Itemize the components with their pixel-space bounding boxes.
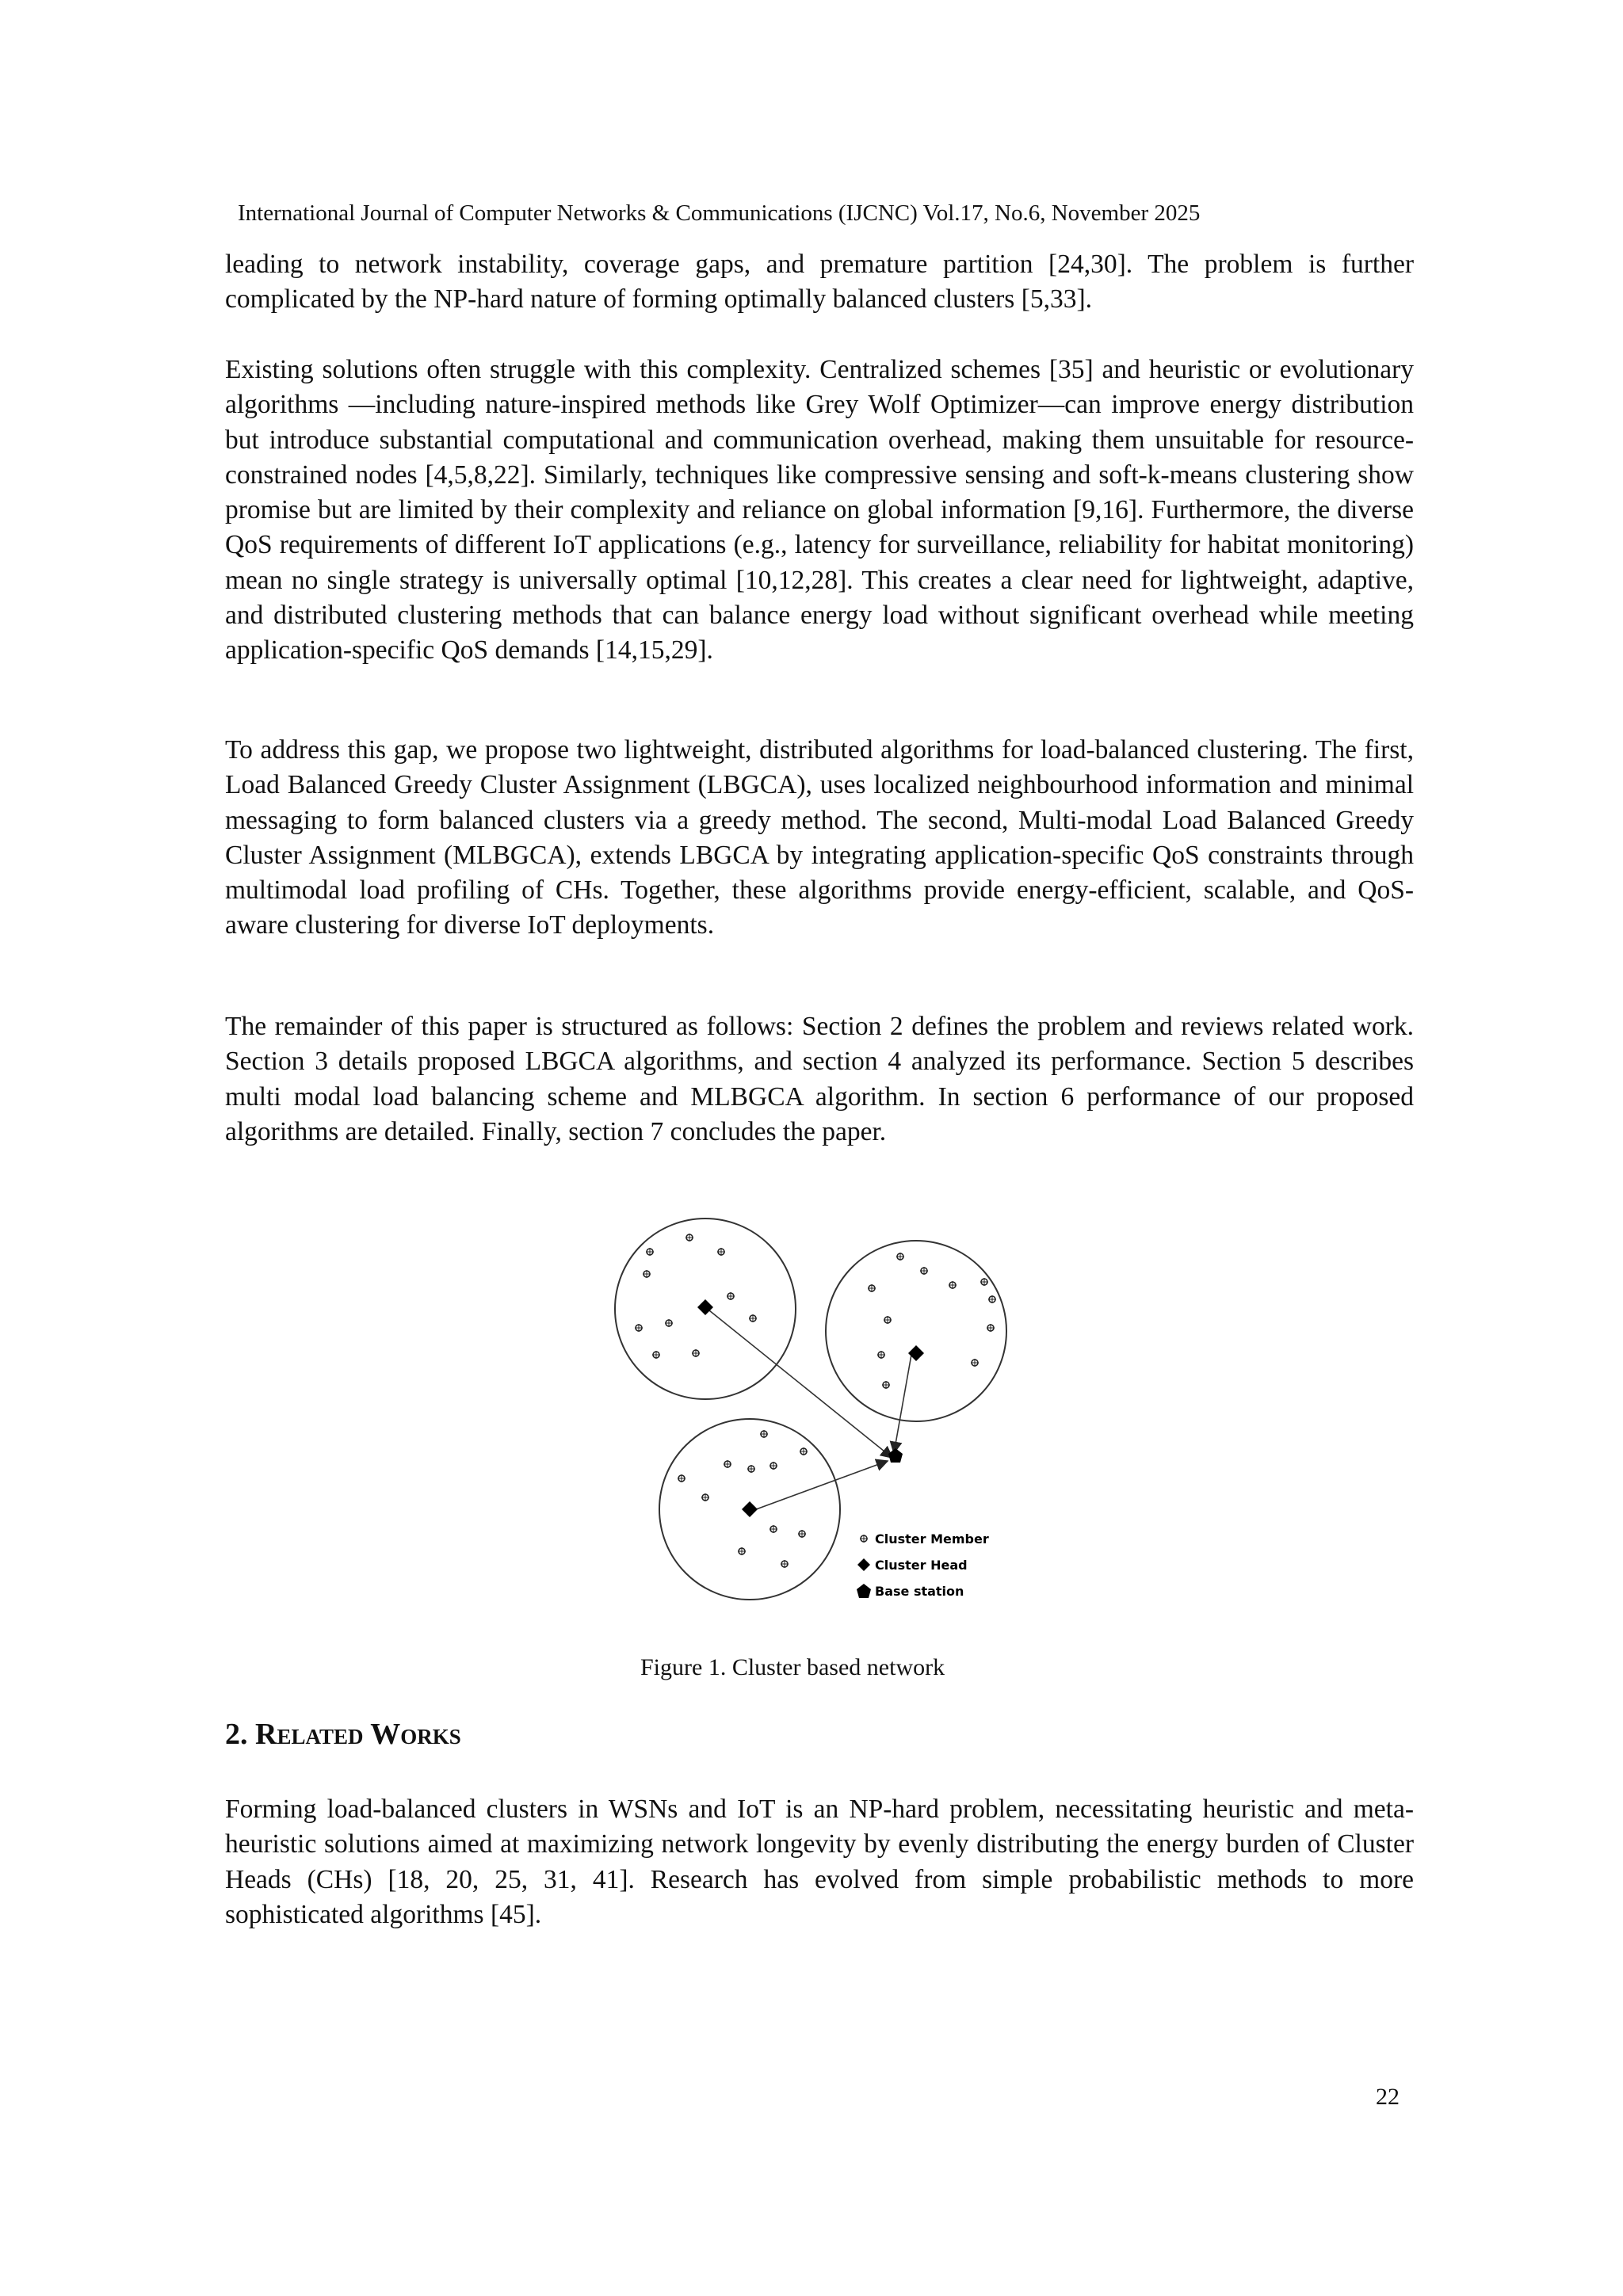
running-header: International Journal of Computer Networks & Communications (IJCNC) Vol.17, No.6, November 2025 [238, 200, 1201, 226]
link-ch1-bs [705, 1307, 892, 1458]
legend-base-label: Base station [875, 1584, 964, 1599]
cluster-1-members [635, 1234, 757, 1359]
paragraph-1: leading to network instability, coverage gaps, and premature partition [24,30]. The problem is further complicated by the NP-hard nature of forming optimally balanced clusters [5,33]. [225, 250, 1414, 315]
figure-legend [857, 1531, 989, 1599]
legend-member-label: Cluster Member [875, 1531, 989, 1547]
link-ch2-bs [894, 1355, 911, 1453]
cluster-network-diagram [602, 1212, 1030, 1624]
base-station [888, 1448, 903, 1463]
cluster-network-figure [602, 1212, 1030, 1624]
section-heading: 2. Related Works [225, 1718, 461, 1751]
figure-caption: Figure 1. Cluster based network [640, 1654, 945, 1680]
cluster-2-members [868, 1253, 996, 1389]
link-ch3-bs [750, 1461, 888, 1512]
page-number: 22 [1376, 2084, 1400, 2110]
paragraph-2: Existing solutions often struggle with this complexity. Centralized schemes [35] and heuristic or evolutionary algorithms —including nature-inspired methods like Grey Wolf Optimizer—can improve energy distribution but introduce substantial computational and communication overhead, making them unsuitable for resource-constrained nodes [4,5,8,22]. Similarly, techniques like compressive sensing and soft-k-means clustering show promise but are limited by their complexity and reliance on global information [9,16]. Furthermore, the diverse QoS requirements of different IoT applications (e.g., latency for surveillance, reliability for habitat monitoring) mean no single strategy is universally optimal [10,12,28]. This creates a clear need for lightweight, adaptive, and distributed clustering methods that can balance energy load without significant overhead while meeting application-specific QoS demands [14,15,29]. [225, 355, 1414, 666]
cluster-head-3 [742, 1501, 758, 1517]
cluster-2-boundary [826, 1241, 1006, 1421]
paragraph-3: To address this gap, we propose two lightweight, distributed algorithms for load-balanced clustering. The first, Load Balanced Greedy Cluster Assignment (LBGCA), uses localized neighbourhood information and minimal messaging to form balanced clusters via a greedy method. The second, Multi-modal Load Balanced Greedy Cluster Assignment (MLBGCA), extends LBGCA by integrating application-specific QoS constraints through multimodal load profiling of CHs. Together, these algorithms provide energy-efficient, scalable, and QoS-aware clustering for diverse IoT deployments. [225, 735, 1414, 940]
paragraph-5: Forming load-balanced clusters in WSNs and IoT is an NP-hard problem, necessitating heuristic and meta-heuristic solutions aimed at maximizing network longevity by evenly distributing the energy burden of Cluster Heads (CHs) [18, 20, 25, 31, 41]. Research has evolved from simple probabilistic methods to more sophisticated algorithms [45]. [225, 1794, 1414, 1929]
paragraph-4: The remainder of this paper is structured as follows: Section 2 defines the problem and reviews related work. Section 3 details proposed LBGCA algorithms, and section 4 analyzed its performance. Section 5 describes multi modal load balancing scheme and MLBGCA algorithm. In section 6 performance of our proposed algorithms are detailed. Finally, section 7 concludes the paper. [225, 1012, 1414, 1146]
legend-head-label: Cluster Head [875, 1558, 968, 1573]
cluster-3-members [678, 1430, 808, 1568]
cluster-head-1 [697, 1299, 713, 1315]
